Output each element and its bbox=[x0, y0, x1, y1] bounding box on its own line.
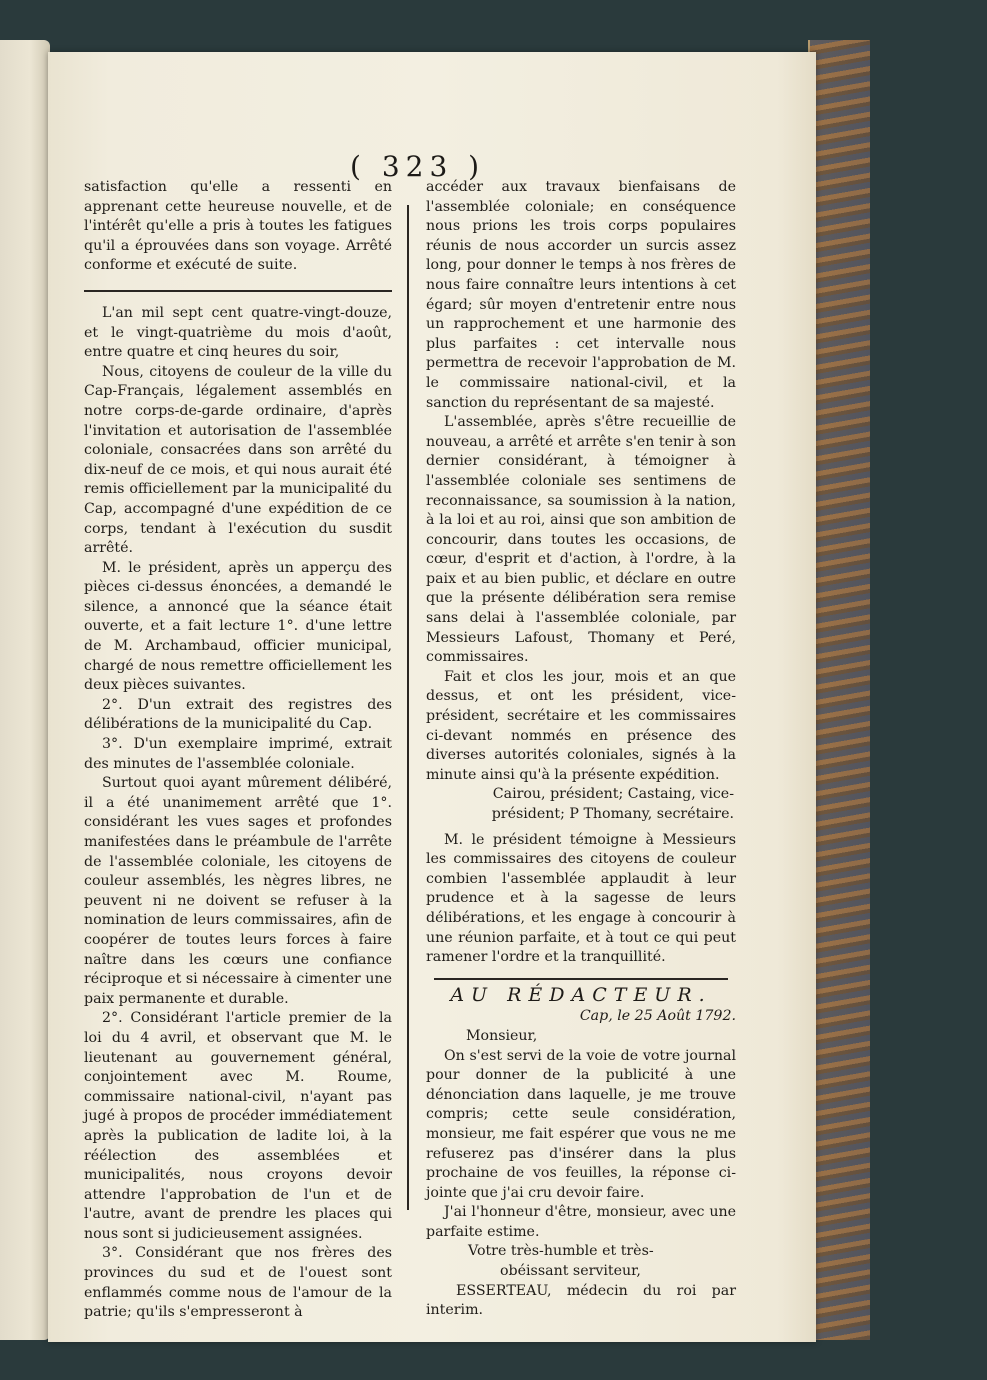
paragraph: M. le président, après un apperçu des pièces ci-dessus énoncées, a demandé le silence, a annoncé que la séance était ouverte, et a fait lecture 1°. d'une lettre de M. Archambaud, officier municipal, chargé de nous remettre officiellement les deux pièces suivantes. bbox=[84, 559, 392, 694]
salutation: Monsieur, bbox=[466, 1027, 538, 1044]
paragraph: 2°. Considérant l'article premier de la loi du 4 avril, et observant que M. le lieutenant au gouvernement général, conjointement avec M. Roume, commissaire national-civil, n'ayant pas jugé à propos de procéder immédiatement après la publication de ladite loi, à la réélection des assemblées et municipalités, nous croyons devoir attendre l'approbation de l'un et de l'autre, avant de prendre les places qui nous sont si judicieusement assignées. bbox=[84, 1010, 392, 1242]
marbled-book-edge bbox=[808, 40, 870, 1340]
paragraph: Nous, citoyens de couleur de la ville du Cap-Français, légalement assemblés en notre corps-de-garde ordinaire, d'après l'invitation et autorisation de l'assemblée coloniale, consacrées dans son arrêté du dix-neuf de ce mois, et qui nous aurait été remis officiellement par la municipalité du Cap, accompagné d'une expédition de ce corps, tendant à l'exécution du susdit arrêté. bbox=[84, 363, 392, 557]
paragraph: M. le président témoigne à Messieurs les commissaires des citoyens de couleur combien l'assemblée applaudit à leur prudence et à la sagesse de leurs délibérations, et les engage à concourir à une réunion parfaite, et à tout ce qui peut ramener l'ordre et la tranquillité. bbox=[426, 831, 736, 966]
right-column bbox=[426, 178, 736, 1321]
column-divider bbox=[407, 205, 409, 1210]
page-number: ( 323 ) bbox=[350, 150, 486, 183]
signature: ESSERTEAU, médecin du roi par interim. bbox=[426, 1282, 736, 1319]
dateline: Cap, le 25 Août 1792. bbox=[579, 1008, 736, 1025]
section-rule bbox=[84, 290, 392, 292]
section-rule bbox=[434, 978, 728, 980]
section-heading: AU RÉDACTEUR. bbox=[450, 983, 712, 1006]
signers-line: président; P Thomany, secrétaire. bbox=[491, 806, 734, 822]
signers-line: Cairou, président; Castaing, vice- bbox=[492, 786, 734, 803]
closing-line: Votre très-humble et très- bbox=[468, 1243, 654, 1260]
paragraph: Surtout quoi ayant mûrement délibéré, il a été unanimement arrêté que 1°. considérant les vues sages et profondes manifestées dans le préambule de l'arrête de l'assemblée coloniale, les citoyens de couleur assemblés, les nègres libres, ne peuvent ni ne doivent se refuser à la nomination de leurs commissaires, afin de coopérer de toutes leurs forces à faire naître dans les cœurs une confiance réciproque et si nécessaire à cimenter une paix permanente et durable. bbox=[84, 775, 392, 1007]
paragraph: On s'est servi de la voie de votre journal pour donner de la publicité à une dénonciation dans laquelle, je me trouve compris; cette seule considération, monsieur, me fait espérer que vous ne me refuserez pas d'insérer dans la plus prochaine de vos feuilles, la réponse ci-jointe que j'ai cru devoir faire. bbox=[426, 1047, 736, 1201]
closing-line: obéissant serviteur, bbox=[500, 1263, 641, 1280]
paragraph: L'assemblée, après s'être recueillie de nouveau, a arrêté et arrête s'en tenir à son dernier considérant, à témoigner à l'assemblée coloniale ses sentimens de reconnaissance, sa soumission à la nation, à la loi et au roi, ainsi que son ambition de concourir, dans toutes les occasions, de cœur, d'esprit et d'action, à l'ordre, à la paix et au bien public, et déclare en outre que la présente délibération sera remise sans delai à l'assemblée coloniale, par Messieurs Lafoust, Thomany et Peré, commissaires. bbox=[426, 414, 736, 666]
paragraph: J'ai l'honneur d'être, monsieur, avec une parfaite estime. bbox=[426, 1204, 736, 1240]
paragraph: accéder aux travaux bienfaisans de l'assemblée coloniale; en conséquence nous prions les trois corps populaires réunis de nous accorder un surcis assez long, pour donner le temps à nos frères de nous faire connaître leurs intentions à cet égard; sûr moyen d'entretenir entre nous un rapprochement et une harmonie des plus parfaites : cet intervalle nous permettra de recevoir l'approbation de M. le commissaire national-civil, et la sanction du représentant de sa majesté. bbox=[426, 179, 736, 411]
paragraph: Fait et clos les jour, mois et an que dessus, et ont les président, vice-président, secrétaire et les commissaires ci-devant nommés en présence des diverses autorités coloniales, signés à la minute ainsi qu'à la présente expédition. bbox=[426, 668, 736, 783]
paragraph: 3°. D'un exemplaire imprimé, extrait des minutes de l'assemblée coloniale. bbox=[84, 736, 392, 772]
left-column bbox=[84, 178, 392, 1323]
paragraph: satisfaction qu'elle a ressenti en apprenant cette heureuse nouvelle, et de l'intérêt qu'elle a pris à toutes les fatigues qu'il a éprouvées dans son voyage. Arrêté conforme et exécuté de suite. bbox=[84, 179, 392, 274]
paragraph: 2°. D'un extrait des registres des délibérations de la municipalité du Cap. bbox=[84, 696, 392, 733]
facing-page-edge bbox=[0, 40, 50, 1340]
paragraph: L'an mil sept cent quatre-vingt-douze, et le vingt-quatrième du mois d'août, entre quatre et cinq heures du soir, bbox=[84, 304, 392, 361]
paragraph: 3°. Considérant que nos frères des provinces du sud et de l'ouest sont enflammés comme nous de l'amour de la patrie; qu'ils s'empresseront à bbox=[84, 1245, 392, 1321]
